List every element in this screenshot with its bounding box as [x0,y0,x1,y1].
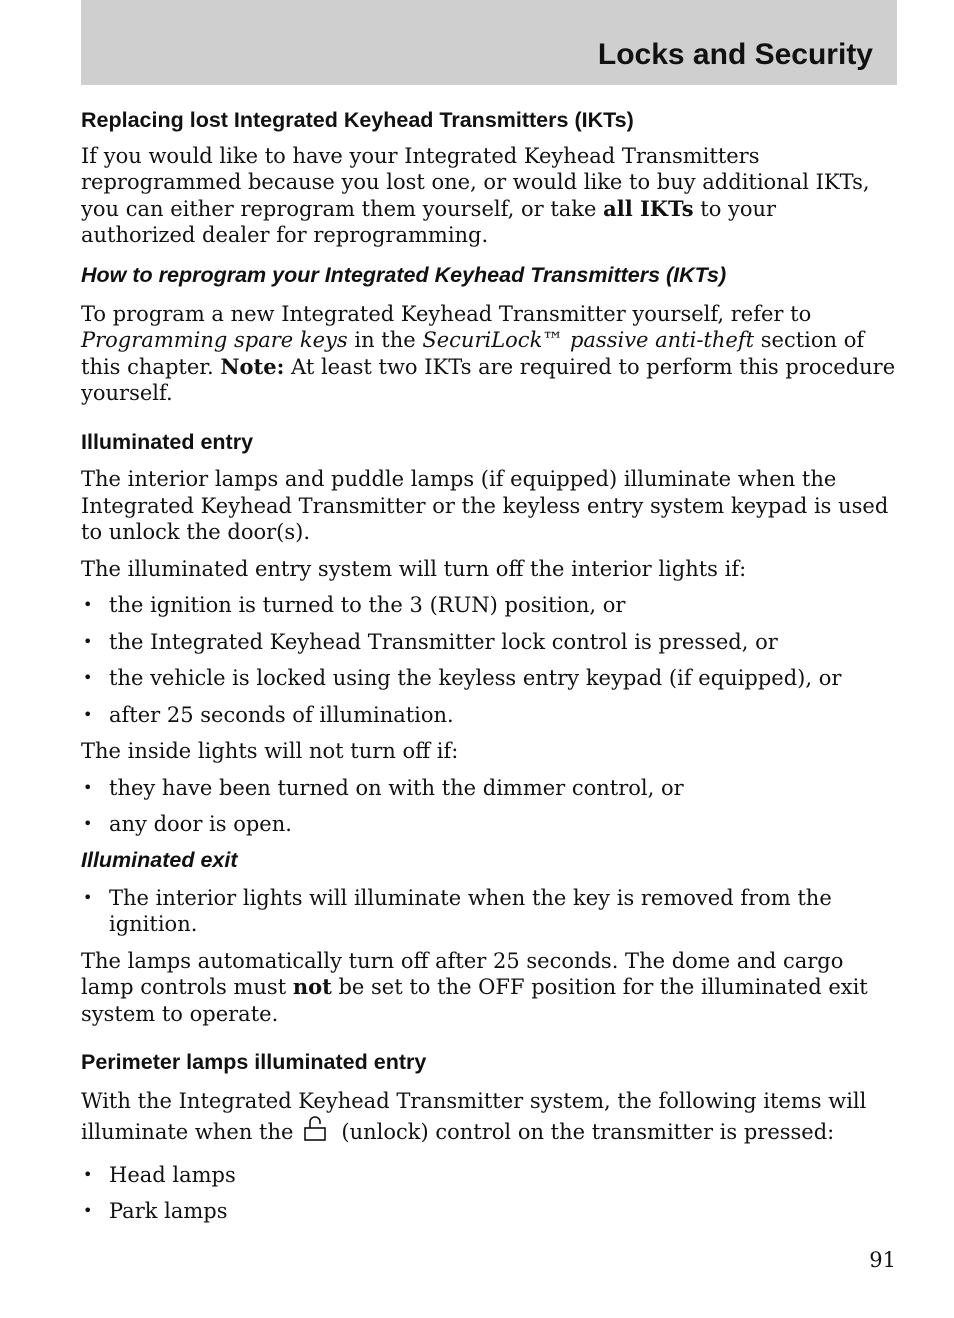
heading-perimeter-lamps: Perimeter lamps illuminated entry [81,1050,427,1075]
heading-replacing-ikts: Replacing lost Integrated Keyhead Transmitters (IKTs) [81,108,634,132]
unlock-icon [303,1116,327,1150]
page-content [81,108,897,1235]
heading-how-to-reprogram: How to reprogram your Integrated Keyhead Transmitters (IKTs) [81,262,727,287]
paragraph-illuminated-entry-1: The interior lamps and puddle lamps (if equipped) illuminate when the Integrated Keyhead Transmitter or the keyless entry system keypad is used to unlock the door(s). [81,467,889,545]
list-perimeter-items [81,1162,897,1225]
paragraph-illuminated-entry-3: The inside lights will not turn off if: [81,739,459,764]
header-band [81,0,897,85]
heading-illuminated-entry: Illuminated entry [81,429,254,454]
list-illuminated-exit [81,885,897,938]
list-item: • they have been turned on with the dimmer control, or [83,775,684,800]
paragraph-how-to-reprogram: To program a new Integrated Keyhead Transmitter yourself, refer to Programming spare keys in the SecuriLock™ passive anti-theft section of this chapter. Note: At least two IKTs are required to perform this procedure yourself. [81,301,896,406]
paragraph-illuminated-exit: The lamps automatically turn off after 25 seconds. The dome and cargo lamp controls must not be set to the OFF position for the illuminated exit system to operate. [81,948,868,1026]
page-title: Locks and Security [597,38,873,71]
list-item: • the ignition is turned to the 3 (RUN) position, or [83,593,626,618]
list-item: • Park lamps [83,1199,228,1224]
list-item: • after 25 seconds of illumination. [83,702,454,727]
list-item: • The interior lights will illuminate when the key is removed from the ignition. [83,885,832,937]
list-item: • Head lamps [83,1162,236,1187]
list-stay-on-conditions [81,775,897,838]
list-item: • the vehicle is locked using the keyless entry keypad (if equipped), or [83,666,842,691]
list-turn-off-conditions [81,592,897,728]
list-item: • the Integrated Keyhead Transmitter lock control is pressed, or [83,629,778,654]
paragraph-replacing-ikts: If you would like to have your Integrated Keyhead Transmitters reprogrammed because you lost one, or would like to buy additional IKTs, you can either reprogram them yourself, or take all IKTs to your authorized dealer for reprogramming. [81,143,870,248]
heading-illuminated-exit: Illuminated exit [81,847,238,872]
paragraph-perimeter-lamps: With the Integrated Keyhead Transmitter system, the following items will illuminate when the (unlock) control on the transmitter is pressed: [81,1087,897,1150]
page-number: 91 [869,1248,896,1272]
paragraph-illuminated-entry-2: The illuminated entry system will turn off the interior lights if: [81,556,747,581]
list-item: • any door is open. [83,812,292,837]
